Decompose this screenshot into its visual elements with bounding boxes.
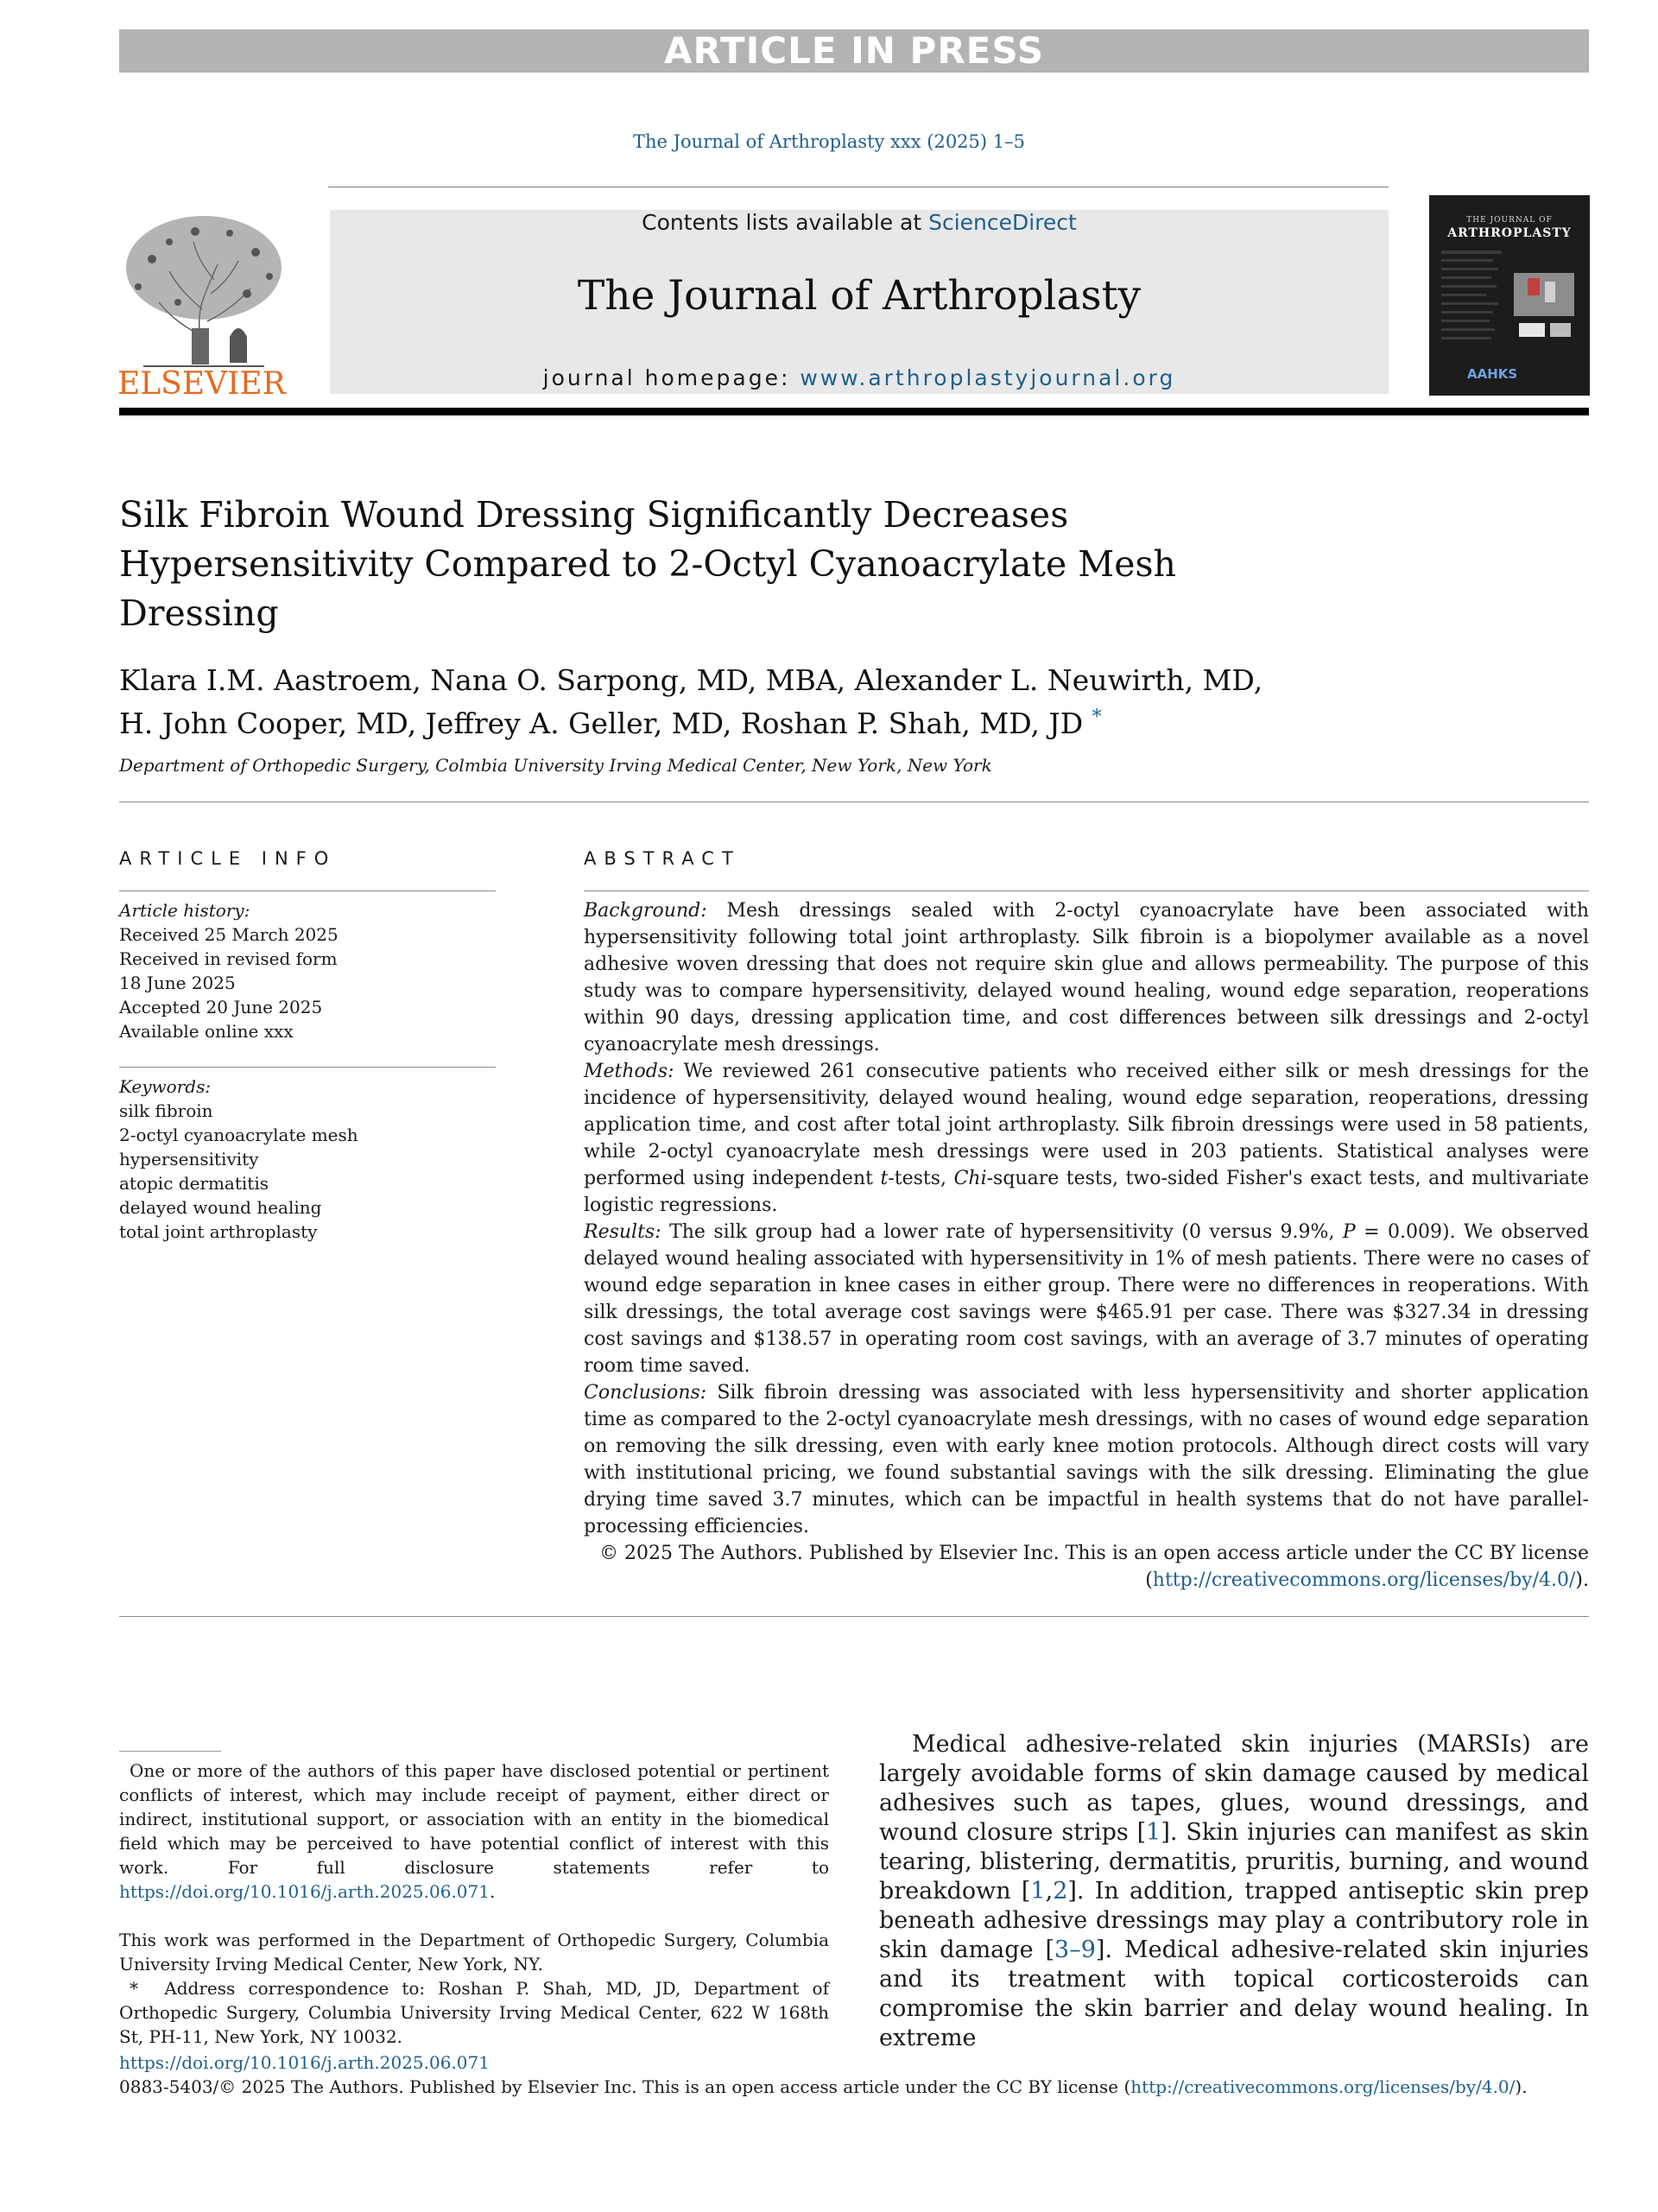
- keywords: [119, 1074, 490, 1244]
- cover-graphics: [1438, 247, 1581, 359]
- correspondence-footnote: [119, 1976, 829, 2049]
- body-text: Medical adhesive-related skin injuries (MARSIs) are largely avoidable forms of skin damage caused by medical adhesives such as tapes, glues, wound dressings, and wound closure strips [: [879, 1731, 1589, 1846]
- journal-cover[interactable]: [1429, 195, 1590, 396]
- methods-text: We reviewed 261 consecutive patients who received either silk or mesh dressings for the incidence of hypersensitivity, delayed wound healing, wound edge separation, reoperations, dressing application time, and cost after total joint arthroplasty. Silk fibroin dressings were used in 58 patients, while 2-octyl cyanoacrylate mesh dressings were used in 203 patients. Statistical analyses were performed using independent: [584, 1061, 1589, 1189]
- keyword-item: atopic dermatitis: [119, 1173, 269, 1194]
- abstract-conclusions: [584, 1379, 1589, 1540]
- article-in-press-banner: ARTICLE IN PRESS: [119, 29, 1589, 73]
- keywords-label: Keywords:: [119, 1076, 212, 1097]
- abstract-results: [584, 1219, 1589, 1379]
- history-item: Received 25 March 2025: [119, 924, 339, 945]
- elsevier-wordmark: ELSEVIER: [117, 366, 286, 402]
- coi-text: One or more of the authors of this paper have disclosed potential or pertinent conflicts of interest, which may include receipt of payment, either direct or indirect, institutional support, or association with an entity in the biomedical field which may be perceived to have potential conflict of interest with this work. For full disclosure statements refer to: [119, 1760, 829, 1878]
- corresponding-author-marker[interactable]: *: [1092, 707, 1102, 728]
- reference-link[interactable]: 1: [1030, 1878, 1046, 1905]
- abstract-methods: [584, 1058, 1589, 1219]
- abstract-body: [584, 897, 1589, 1594]
- license-link[interactable]: http://creativecommons.org/licenses/by/4.0/: [1130, 2076, 1516, 2097]
- body-paragraph: [879, 1730, 1589, 2053]
- footnotes: [119, 1759, 829, 2049]
- correspondence-marker: *: [130, 1978, 138, 1999]
- doi-link[interactable]: https://doi.org/10.1016/j.arth.2025.06.071: [119, 2052, 490, 2073]
- body-column: [879, 1730, 1589, 2053]
- body-text: ]. Medical adhesive-related skin injuries and its treatment with topical corticosteroids can compromise the skin barrier and delay wound healing. In extreme: [879, 1936, 1589, 2051]
- contents-prefix: Contents lists available at: [642, 210, 929, 235]
- reference-separator: ,: [1045, 1878, 1054, 1905]
- history-item: Available online xxx: [119, 1021, 294, 1042]
- copyright-paren: ).: [1575, 1569, 1589, 1591]
- correspondence-text: Address correspondence to: Roshan P. Shah, MD, JD, Department of Orthopedic Surgery, Columbia University Irving Medical Center, 622 W 168th St, PH-11, New York, NY 10032.: [119, 1978, 829, 2047]
- coi-footnote: [119, 1759, 829, 1904]
- article-history: [119, 898, 490, 1043]
- body-text: ]. Skin injuries can manifest as skin tearing, blistering, dermatitis, pruritis, burning, and wound breakdown [: [879, 1819, 1590, 1905]
- copyright-text: © 2025 The Authors. Published by Elsevier Inc. This is an open access article under the CC BY license: [598, 1543, 1589, 1564]
- coi-doi-link[interactable]: https://doi.org/10.1016/j.arth.2025.06.071: [119, 1881, 490, 1902]
- abstract-background: [584, 897, 1589, 1058]
- history-label: Article history:: [119, 900, 250, 921]
- header-thick-rule: [119, 408, 1589, 415]
- sciencedirect-link[interactable]: ScienceDirect: [928, 210, 1077, 235]
- methods-label: Methods:: [584, 1061, 674, 1082]
- contents-line: [330, 210, 1389, 235]
- keyword-item: total joint arthroplasty: [119, 1221, 318, 1242]
- methods-chi: Chi: [953, 1168, 987, 1189]
- author-list: [119, 662, 1328, 742]
- reference-link[interactable]: 1: [1146, 1819, 1161, 1846]
- performed-footnote: This work was performed in the Department of Orthopedic Surgery, Columbia University Irving Medical Center, New York, NY.: [119, 1930, 829, 1974]
- title-line: Hypersensitivity Compared to 2-Octyl Cyanoacrylate Mesh: [119, 543, 1176, 585]
- methods-text: -tests,: [888, 1168, 954, 1189]
- cover-title-small: THE JOURNAL OF: [1466, 216, 1553, 225]
- abstract-heading: ABSTRACT: [584, 848, 741, 869]
- homepage-link[interactable]: www.arthroplastyjournal.org: [800, 365, 1176, 390]
- footnote-rule: [119, 1751, 221, 1752]
- background-label: Background:: [584, 900, 707, 922]
- copyright-paren: (: [1145, 1569, 1153, 1591]
- authors-line: [119, 699, 1328, 742]
- title-line: Dressing: [119, 593, 279, 634]
- cc-license-link[interactable]: http://creativecommons.org/licenses/by/4.0/: [1152, 1569, 1576, 1591]
- history-item: Accepted 20 June 2025: [119, 997, 323, 1017]
- authors-line: Klara I.M. Aastroem, Nana O. Sarpong, MD, MBA, Alexander L. Neuwirth, MD,: [119, 663, 1263, 697]
- history-item: 18 June 2025: [119, 973, 236, 993]
- cover-title: ARTHROPLASTY: [1447, 226, 1572, 240]
- keyword-item: delayed wound healing: [119, 1197, 322, 1218]
- authors-line-text: H. John Cooper, MD, Jeffrey A. Geller, MD, Roshan P. Shah, MD, JD: [119, 707, 1084, 740]
- results-text: The silk group had a lower rate of hypersensitivity (0 versus 9.9%,: [669, 1221, 1343, 1243]
- coi-end: .: [489, 1881, 496, 1902]
- conclusions-label: Conclusions:: [584, 1382, 707, 1404]
- journal-masthead: [330, 210, 1389, 394]
- homepage-line: [330, 365, 1389, 390]
- affiliation: Department of Orthopedic Surgery, Colmbia University Irving Medical Center, New York, New York: [119, 755, 992, 776]
- methods-text: -square tests, two-sided Fisher's exact tests, and multivariate logistic regressions.: [584, 1168, 1590, 1216]
- homepage-prefix: journal homepage:: [542, 365, 801, 390]
- keyword-item: 2-octyl cyanoacrylate mesh: [119, 1125, 358, 1145]
- journal-name: The Journal of Arthroplasty: [577, 272, 1142, 320]
- results-p: P: [1342, 1221, 1356, 1243]
- keyword-item: hypersensitivity: [119, 1149, 259, 1169]
- divider: [119, 1067, 496, 1068]
- reference-link[interactable]: 3–9: [1054, 1936, 1096, 1963]
- abstract-copyright: [584, 1540, 1589, 1594]
- conclusions-text: Silk fibroin dressing was associated with less hypersensitivity and shorter application time as compared to the 2-octyl cyanoacrylate mesh dressings, with no cases of wound edge separation on removing the silk dressing, even with early knee motion protocols. Although direct costs will vary with institutional pricing, we found substantial savings with the silk dressing. Eliminating the glue drying time saved 3.7 minutes, which can be impactful in health systems that do not have parallel-processing efficiencies.: [584, 1382, 1589, 1537]
- results-text: = 0.009). We observed delayed wound healing associated with hypersensitivity in 1% of mesh patients. There were no cases of wound edge separation in knee cases in either group. There were no differences in reoperations. With silk dressings, the total average cost savings were $465.91 per case. There was $327.34 in dressing cost savings and $138.57 in operating room cost savings, with an average of 3.7 minutes of operating room time saved.: [584, 1221, 1589, 1377]
- license-text: 0883-5403/© 2025 The Authors. Published by Elsevier Inc. This is an open access article under the CC BY license (: [119, 2076, 1131, 2097]
- title-line: Silk Fibroin Wound Dressing Significantly Decreases: [119, 494, 1069, 536]
- body-text: ]. In addition, trapped antiseptic skin prep beneath adhesive dressings may play a contributory role in skin damage [: [879, 1878, 1589, 1963]
- reference-link[interactable]: 2: [1053, 1878, 1068, 1905]
- aahks-logo: AAHKS: [1467, 366, 1518, 382]
- results-label: Results:: [584, 1221, 661, 1243]
- background-text: Mesh dressings sealed with 2-octyl cyanoacrylate have been associated with hypersensitivity following total joint arthroplasty. Silk fibroin is a biopolymer available as a novel adhesive woven dressing that does not require skin glue and allows permeability. The purpose of this study was to compare hypersensitivity, delayed wound healing, wound edge separation, reoperations within 90 days, dressing application time, and cost differences between silk dressings and 2-octyl cyanoacrylate mesh dressings.: [584, 900, 1589, 1055]
- license-end: ).: [1515, 2076, 1528, 2097]
- journal-citation[interactable]: The Journal of Arthroplasty xxx (2025) 1–5: [632, 131, 1025, 152]
- license-line: [119, 2076, 1528, 2097]
- methods-t: t: [880, 1168, 889, 1189]
- divider: [119, 1616, 1589, 1617]
- keyword-item: silk fibroin: [119, 1100, 213, 1121]
- article-info-heading: ARTICLE INFO: [119, 848, 337, 869]
- article-title: [119, 491, 1276, 638]
- history-item: Received in revised form: [119, 948, 338, 969]
